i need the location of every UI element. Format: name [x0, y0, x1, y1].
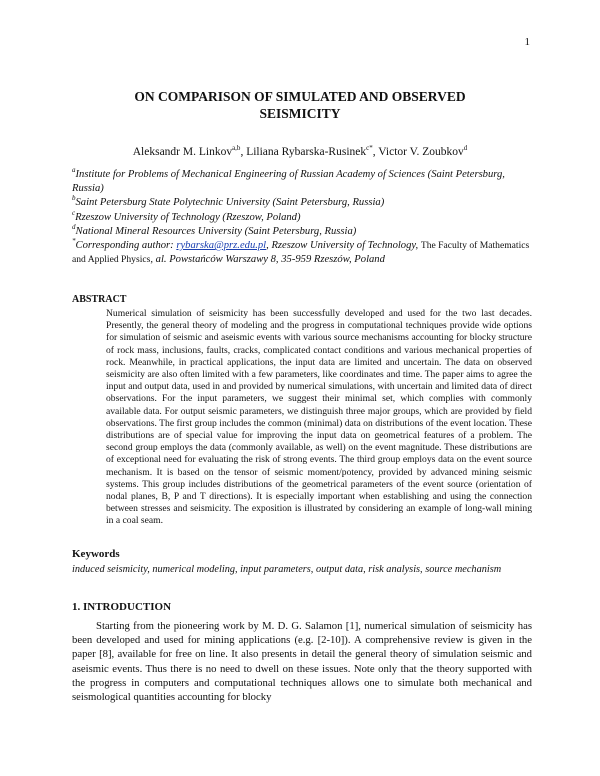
author-name: Victor V. Zoubkov [378, 146, 464, 158]
keywords-text: induced seismicity, numerical modeling, input parameters, output data, risk analysis, source mechanism [72, 564, 502, 575]
affiliation-b [72, 196, 532, 210]
introduction-text: Starting from the pioneering work by M. D. G. Salamon [1], numerical simulation of seismicity has been developed and used for mining applications (e.g. [2-10]). A comprehensive review is given in the paper [8], available for free on line. It also presents in detail the general theory of simulation seismic and aseismic events. Thus there is no need to dwell on these issues. Note only that the theory supported with the progress in computers and computational techniques allows one to simulate both mechanical and seismological quantities accounting for blocky [72, 620, 532, 704]
corresponding-faculty: The Faculty of Mathematics and Applied Physics [72, 240, 530, 266]
author-list [0, 146, 600, 158]
author-separator: , [240, 146, 247, 158]
author-name: Aleksandr M. Linkov [132, 146, 233, 158]
affiliation-d [72, 222, 532, 239]
abstract-text: Numerical simulation of seismicity has been successfully developed and used for the two last decades. Presently, the general theory of modeling and the progress in computational techniques provide wide options for simulation of seismic and aseismic events with various source mechanisms accounting for blocky structure of rock mass, inclusions, faults, cracks, complicated contact conditions and various mechanical properties of rock. Meanwhile, in practical applications, the input data are limited and uncertain. The data on observed seismicity are also often limited with a few parameters, like coordinates and time. The paper aims to agree the input and output data, used in and provided by numerical simulations, with uncertain and limited data of direct observations. For the input parameters, we suggest their minimal set, which complies with commonly available data. For output seismic parameters, we distinguish three major groups, which are provided by field observations. The first group includes the common (minimal) data on distributions of the event location. These distributions are of special value for improving the input data on geometrical features of a problem. The second group employs the data (commonly available, as well) on the event magnitude. These distributions are of exceptional need for evaluating the risk of strong events. The third group employs data on the event source mechanism. It is based on the tensor of seismic moment/potency, provided by advanced mining seismic systems. This group includes distributions of the geometrical parameters of the event source (orientation of nodal planes, B, P and T directions). It is especially important when establishing and using the connection between stresses and seismicity. The exposition is illustrated by considering an example of long-wall mining in a coal seam. [106, 308, 532, 527]
affiliation-text: Institute for Problems of Mechanical Engineering of Russian Academy of Sciences (Saint Petersburg, Russia) [72, 169, 505, 195]
introduction-heading: 1. INTRODUCTION [72, 601, 172, 613]
author-separator: , [372, 146, 379, 158]
affiliation-a [72, 168, 532, 196]
affiliation-sup: a [72, 166, 76, 174]
affiliation-text: Saint Petersburg State Polytechnic University (Saint Petersburg, Russia) [75, 197, 385, 209]
author-name: Liliana Rybarska-Rusinek [246, 146, 367, 158]
abstract-heading: ABSTRACT [72, 294, 127, 305]
corresponding-sup: * [72, 237, 76, 246]
author-sup: c* [366, 144, 373, 152]
corresponding-institution: , Rzeszow University of Technology, [266, 240, 421, 252]
affiliation-sup: b [72, 194, 76, 203]
paper-title [0, 88, 600, 122]
author-sup: a,b [232, 144, 241, 152]
affiliation-c [72, 208, 532, 225]
corresponding-address: , al. Powstańców Warszawy 8, 35-959 Rzeszów, Poland [150, 254, 385, 266]
corresponding-author [72, 239, 532, 267]
affiliation-text: National Mineral Resources University (Saint Petersburg, Russia) [75, 225, 357, 237]
title-line-1: ON COMPARISON OF SIMULATED AND OBSERVED [134, 89, 466, 104]
affiliations [72, 168, 532, 267]
affiliation-sup: c [72, 208, 76, 217]
author-sup: d [463, 144, 468, 152]
title-line-2: SEISMICITY [259, 106, 341, 121]
keywords-heading: Keywords [72, 548, 120, 560]
page-number: 1 [524, 36, 530, 48]
affiliation-text: Rzeszow University of Technology (Rzeszow, Poland) [75, 211, 301, 223]
corresponding-label: Corresponding author: [75, 240, 177, 252]
email-link[interactable]: rybarska@prz.edu.pl [176, 240, 267, 252]
affiliation-sup: d [72, 222, 76, 231]
